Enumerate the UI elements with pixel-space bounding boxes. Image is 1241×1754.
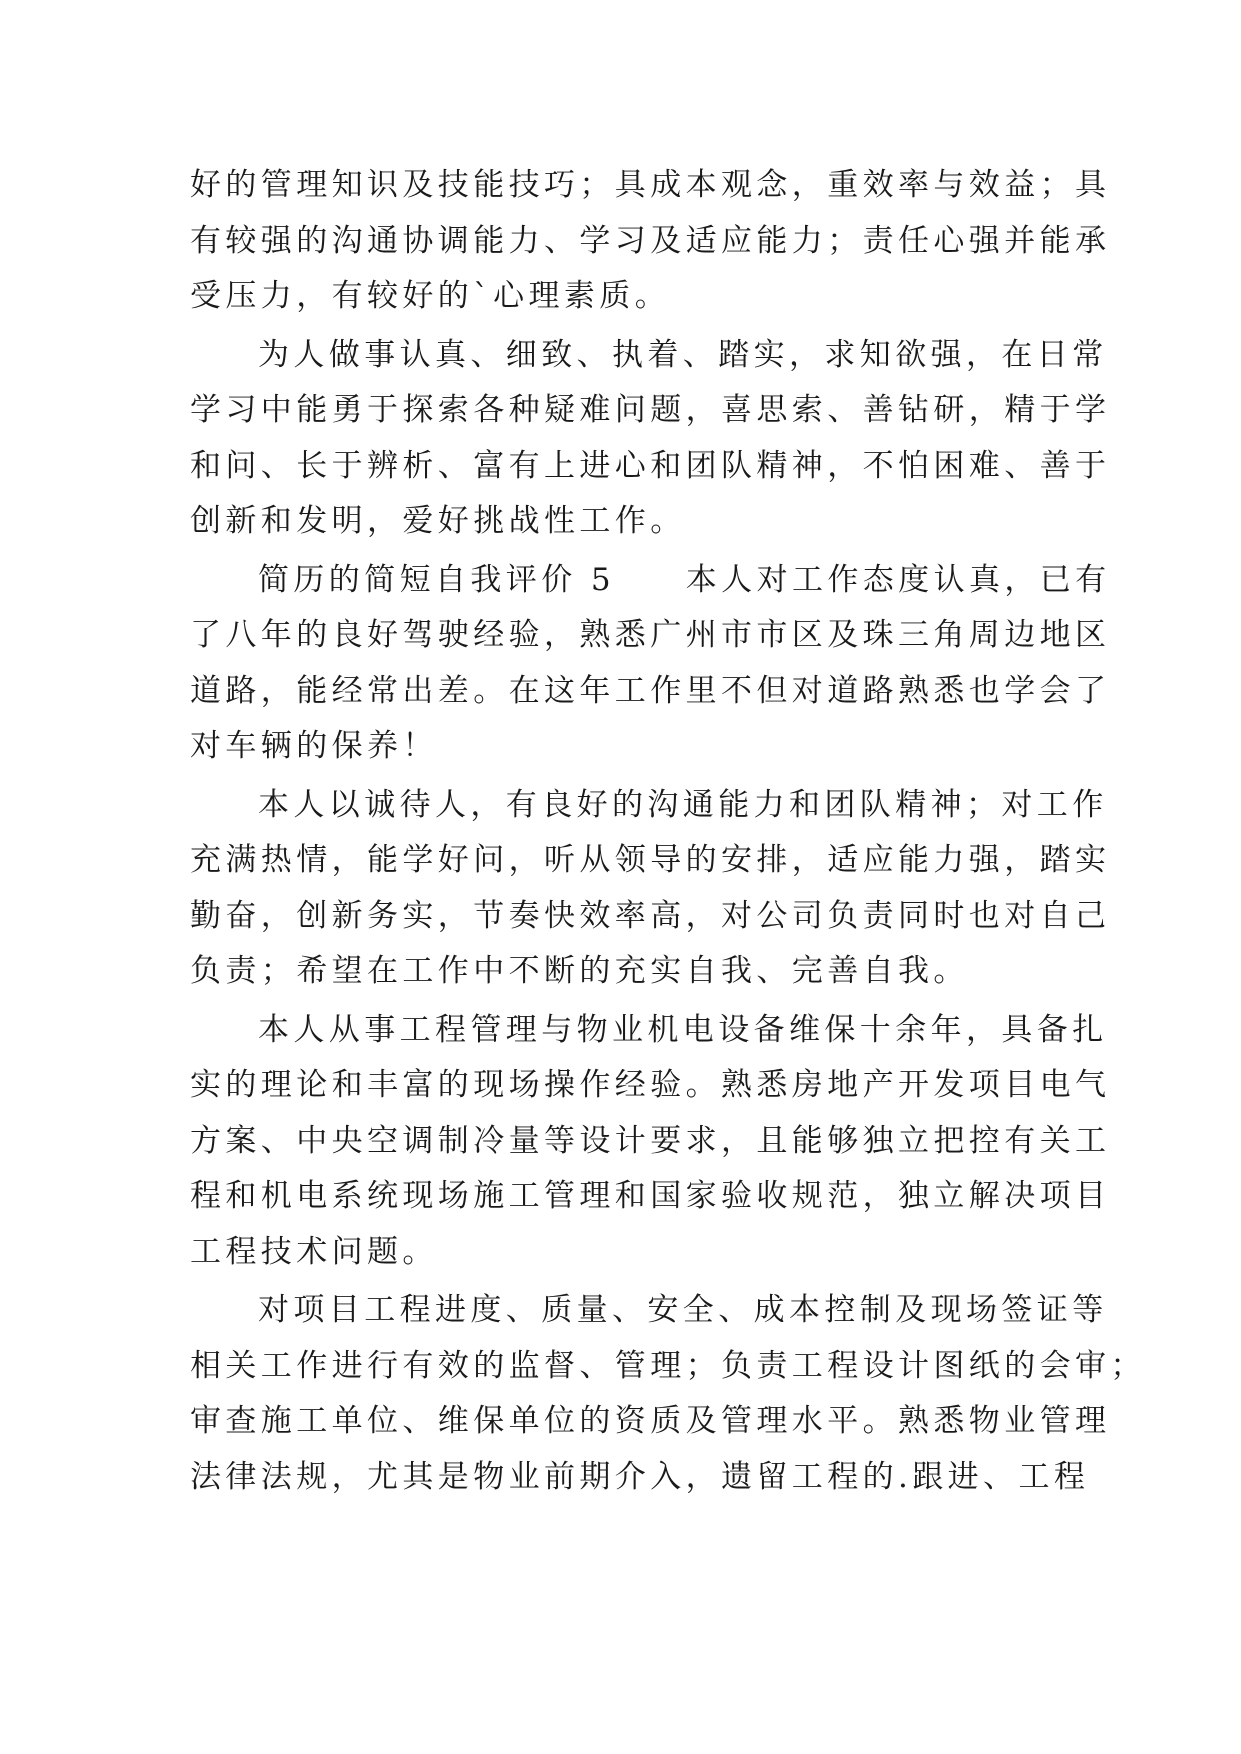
text-line: 工程技术问题。	[190, 1233, 438, 1270]
text-line: 了八年的良好驾驶经验，熟悉广州市市区及珠三角周边地区	[190, 617, 1111, 653]
text-line: 有较强的沟通协调能力、学习及适应能力；责任心强并能承	[190, 222, 1111, 259]
paragraph-5	[190, 1003, 1111, 1281]
paragraph-3	[190, 553, 1111, 775]
text-line: 对项目工程进度、质量、安全、成本控制及现场签证等	[258, 1292, 1108, 1328]
text-line: 本人以诚待人，有良好的沟通能力和团队精神；对工作	[258, 786, 1108, 823]
text-line: 本人从事工程管理与物业机电设备维保十余年，具备扎	[258, 1011, 1108, 1048]
text-line: 法律法规，尤其是物业前期介入，遗留工程的.跟进、工程	[190, 1458, 1090, 1495]
text-line: 创新和发明，爱好挑战性工作。	[190, 503, 686, 539]
text-line: 好的管理知识及技能技巧；具成本观念，重效率与效益；具	[190, 167, 1111, 203]
text-line: 负责；希望在工作中不断的充实自我、完善自我。	[190, 953, 969, 989]
text-line: 道路，能经常出差。在这年工作里不但对道路熟悉也学会了	[190, 672, 1111, 709]
paragraph-6	[190, 1283, 1146, 1505]
text-line: 对车辆的保养！	[190, 728, 438, 764]
text-line: 为人做事认真、细致、执着、踏实，求知欲强，在日常	[258, 336, 1108, 373]
text-line: 充满热情，能学好问，听从领导的安排，适应能力强，踏实	[190, 842, 1111, 878]
paragraph-1	[190, 158, 1111, 325]
text-line: 和问、长于辨析、富有上进心和团队精神，不怕困难、善于	[190, 447, 1111, 484]
text-line: 简历的简短自我评价 5 本人对工作态度认真，已有	[258, 561, 1111, 598]
text-line: 方案、中央空调制冷量等设计要求，且能够独立把控有关工	[190, 1122, 1111, 1159]
paragraph-4	[190, 778, 1111, 1000]
text-line: 相关工作进行有效的监督、管理；负责工程设计图纸的会审；	[190, 1347, 1146, 1384]
text-line: 审查施工单位、维保单位的资质及管理水平。熟悉物业管理	[190, 1403, 1111, 1439]
text-line: 勤奋，创新务实，节奏快效率高，对公司负责同时也对自己	[190, 897, 1111, 934]
text-line: 实的理论和丰富的现场操作经验。熟悉房地产开发项目电气	[190, 1067, 1111, 1103]
text-line: 程和机电系统现场施工管理和国家验收规范，独立解决项目	[190, 1178, 1111, 1214]
body-text	[190, 158, 1146, 1508]
text-line: 学习中能勇于探索各种疑难问题，喜思索、善钻研，精于学	[190, 392, 1111, 428]
text-line: 受压力，有较好的`心理素质。	[190, 278, 671, 314]
paragraph-2	[190, 328, 1111, 550]
